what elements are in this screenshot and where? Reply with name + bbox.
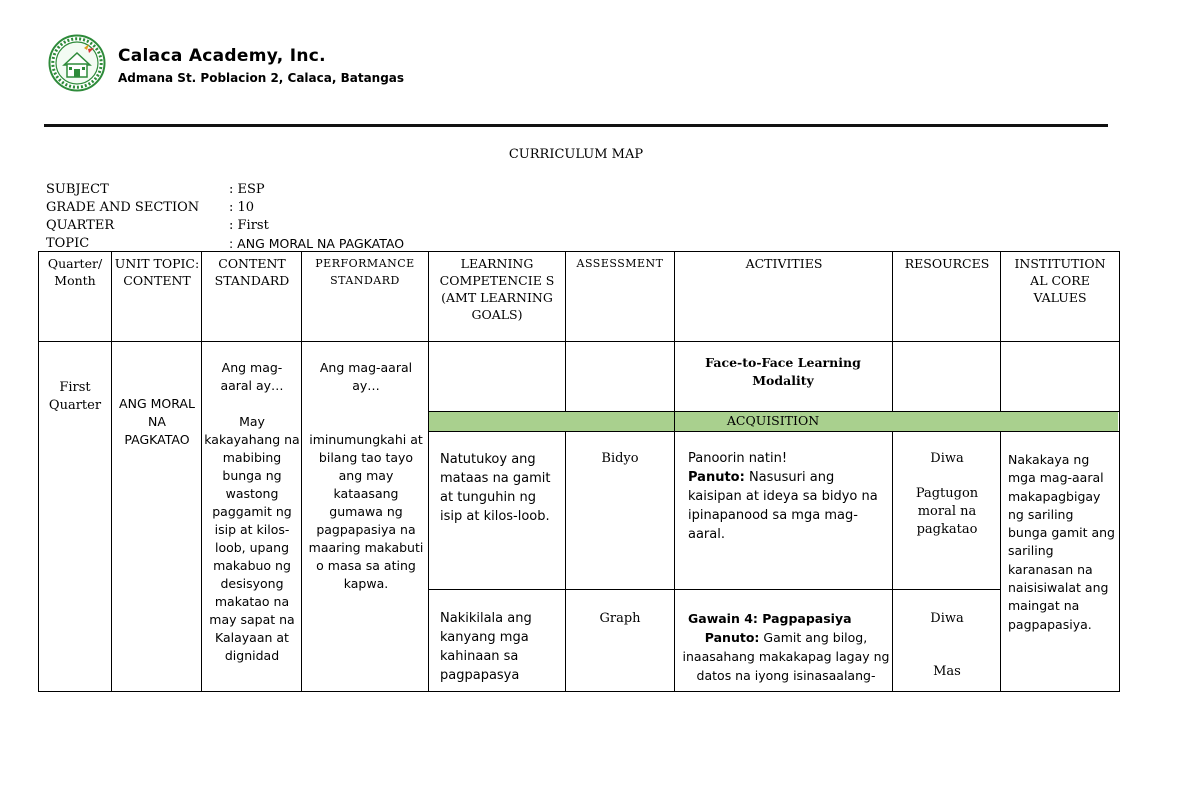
competency-2: Nakikilala ang kanyang mga kahinaan sa pagpapasya	[440, 611, 532, 683]
document-title: CURRICULUM MAP	[508, 147, 644, 162]
col-line	[1000, 251, 1001, 411]
activity-2	[682, 609, 890, 685]
meta-label: TOPIC	[46, 236, 90, 251]
competency-1: Natutukoy ang mataas na gamit at tunguhin ng isip at kilos-loob.	[440, 452, 551, 524]
header-learning-competencies: LEARNING COMPETENCIE S (AMT LEARNING GOALS)	[439, 256, 555, 322]
meta-label: SUBJECT	[46, 182, 109, 197]
header-content-standard: CONTENT STANDARD	[214, 256, 290, 288]
header-unit-topic: UNIT TOPIC: CONTENT	[114, 256, 200, 288]
activity-instruction-label: Panuto:	[704, 630, 760, 645]
performance-standard-intro: Ang mag-aaral ay…	[319, 360, 413, 393]
assessment-1: Bidyo	[601, 451, 639, 466]
col-line	[111, 251, 112, 692]
col-line	[38, 251, 39, 692]
meta-value: : ESP	[229, 182, 265, 197]
acquisition-top-line	[428, 411, 1120, 412]
school-address: Admana St. Poblacion 2, Calaca, Batangas	[118, 71, 405, 85]
col-line	[565, 251, 566, 411]
activity-instruction-text: Nasusuri ang kaisipan at ideya sa bidyo na ipinapanood sa mga mag- aaral.	[688, 470, 878, 542]
activity-1	[688, 449, 888, 544]
activity-title: Panoorin natin!	[688, 451, 788, 466]
acquisition-label: ACQUISITION	[726, 413, 820, 428]
header-core-values: INSTITUTION AL CORE VALUES	[1014, 256, 1106, 305]
col-line	[892, 251, 893, 411]
content-standard-body: May kakayahang na mabibing bunga ng wastong paggamit ng isip at kilos-loob, upang makabuo ng desisyong makatao na may sapat na Kalayaan at dignidad	[204, 414, 300, 663]
acquisition-bottom-line	[428, 431, 1120, 432]
col-line	[428, 251, 429, 692]
header-activities: ACTIVITIES	[745, 256, 823, 271]
activity-title: Gawain 4: Pagpapasiya	[688, 611, 852, 626]
row-divider-line	[428, 589, 1000, 590]
activity-instruction-text: Gamit ang bilog, inaasahang makakapag lagay ng datos na iyong isinasaalang-	[682, 630, 890, 683]
header-performance-standard: PERFORMANCE STANDARD	[315, 257, 415, 287]
meta-label: GRADE AND SECTION	[46, 200, 200, 215]
performance-standard-body: iminumungkahi at bilang tao tayo ang may kataasang gumawa ng pagpapasiya na maaring makabuti o masa sa ating kapwa.	[308, 432, 424, 591]
meta-label: QUARTER	[46, 218, 115, 233]
content-standard-intro: Ang mag-aaral ay…	[220, 360, 284, 393]
col-line	[201, 251, 202, 692]
header-assessment: ASSESSMENT	[576, 257, 664, 270]
resource-2a: Diwa	[930, 611, 964, 626]
school-name: Calaca Academy, Inc.	[118, 46, 326, 66]
school-seal-logo	[48, 34, 106, 92]
col-line	[301, 251, 302, 692]
col-line	[674, 251, 675, 692]
meta-value: : First	[229, 218, 269, 233]
col-line	[565, 431, 566, 692]
activity-instruction-label: Panuto:	[688, 470, 745, 485]
col-line	[892, 431, 893, 692]
header-resources: RESOURCES	[904, 256, 990, 271]
resource-1b: Pagtugon moral na pagkatao	[915, 486, 979, 537]
col-line	[1119, 251, 1120, 692]
resource-2b: Mas	[933, 664, 961, 679]
meta-value: : ANG MORAL NA PAGKATAO	[229, 236, 405, 251]
meta-value: : 10	[229, 200, 255, 215]
assessment-2: Graph	[599, 611, 641, 626]
resource-1a: Diwa	[930, 451, 964, 466]
header-quarter: Quarter/ Month	[47, 256, 103, 288]
modality-label: Face-to-Face Learning Modality	[705, 355, 861, 388]
header-divider	[44, 124, 1108, 127]
quarter-value: First Quarter	[48, 380, 102, 413]
unit-topic-value: ANG MORAL NA PAGKATAO	[119, 396, 195, 447]
core-values-text: Nakakaya ng mga mag-aaral makapagbigay ng sariling bunga gamit ang sariling karanasan na naisisiwalat ang maingat na pagpapasiya.	[1008, 452, 1115, 632]
col-line	[1000, 431, 1001, 692]
